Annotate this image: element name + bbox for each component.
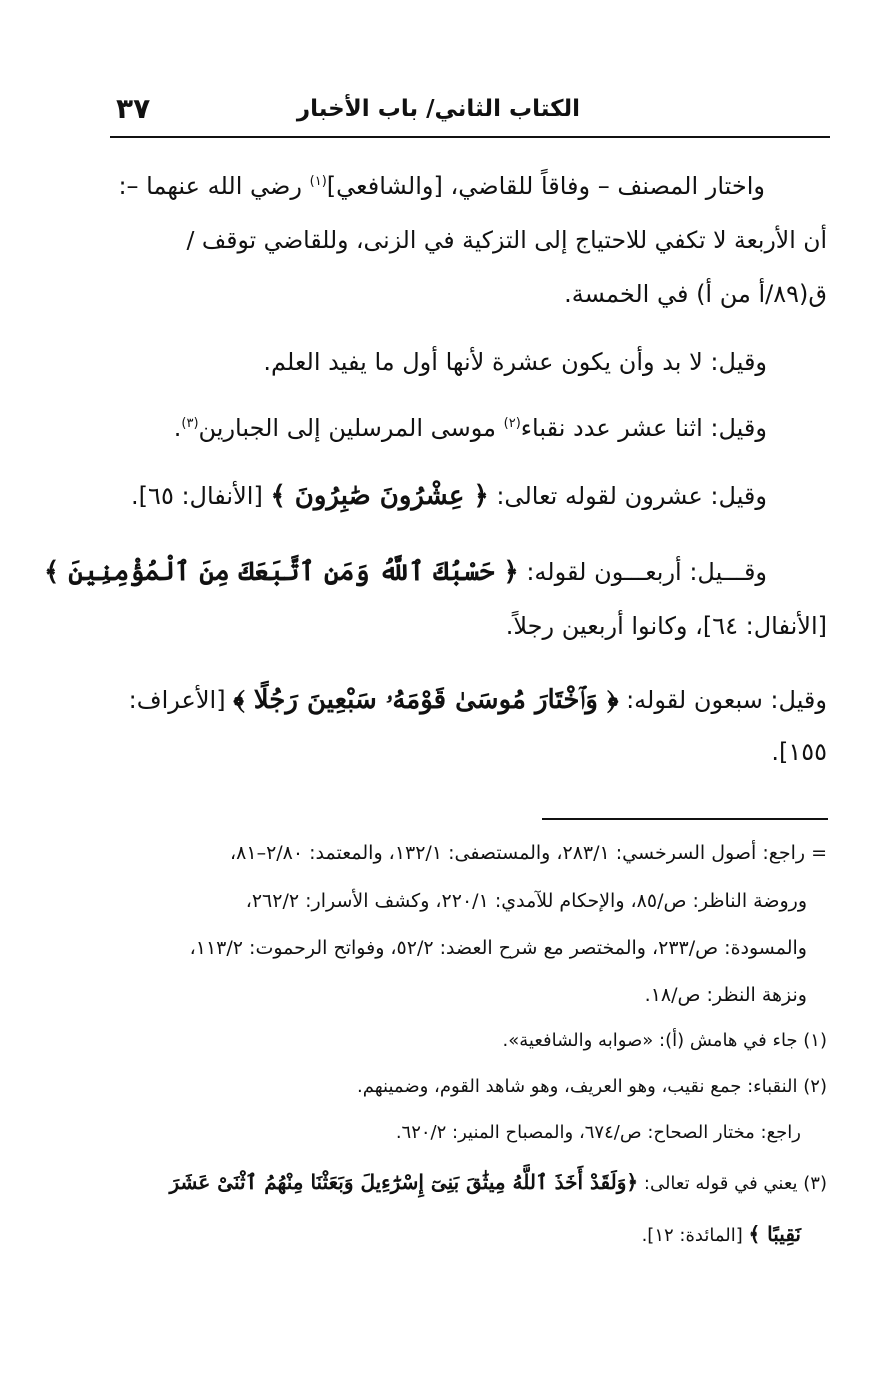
body-text-segment: وقيل: لا بد وأن يكون عشرة لأنها أول ما يفيد العلم. (263, 348, 767, 376)
footnote-text: راجع: مختار الصحاح: ص/٦٧٤، والمصباح المنير: ٦٢٠/٢. (395, 1122, 801, 1143)
body-text-segment: ١٥٥]. (771, 738, 827, 766)
footnote-text: (١) جاء في هامش (أ): «صوابه والشافعية». (502, 1030, 827, 1051)
body-line-2 (187, 210, 827, 270)
body-text-segment: [الأعراف: (128, 686, 234, 714)
quran-verse: ﴿وَلَقَدْ أَخَذَ ٱللَّهُ مِيثَٰقَ بَنِىٓ إِسْرَٰٓءِيلَ وَبَعَثْنَا مِنْهُمُ ٱثْنَىْ عَشَرَ (169, 1170, 639, 1194)
body-text-segment: وقـــيل: أربعـــون لقوله: (518, 558, 767, 586)
footnote-3-continued (642, 1222, 801, 1246)
footnote-text: والمسودة: ص/٢٣٣، والمختصر مع شرح العضد: ٥٢/٢، وفواتح الرحموت: ١١٣/٢، (189, 937, 807, 959)
footnote-3 (170, 1170, 828, 1194)
quran-verse: ﴿ عِشْرُونَ صَٰبِرُونَ ﴾ (270, 481, 489, 511)
body-text-segment: . (173, 414, 182, 442)
body-line-6 (131, 466, 767, 526)
footnote-2 (357, 1076, 827, 1097)
body-text-segment: وقيل: اثنا عشر عدد نقباء (520, 414, 767, 442)
footnote-ref-1: (١) (309, 174, 327, 189)
footnote-2-reference (396, 1122, 801, 1143)
body-line-5 (174, 398, 767, 458)
page-number: ٣٧ (116, 92, 151, 125)
footnote-1 (503, 1030, 828, 1051)
footnote-ref-3: (٣) (181, 416, 199, 431)
body-text-segment: واختار المصنف – وفاقاً للقاضي، [والشافعي] (326, 172, 765, 200)
body-text-segment: رضي الله عنهما –: (118, 172, 310, 200)
footnote-text: (٣) يعني في قوله تعالى: (638, 1173, 827, 1194)
body-line-7 (44, 542, 767, 602)
body-text-segment: موسى المرسلين إلى الجبارين (198, 414, 504, 442)
body-text-segment: ق(٨٩/أ من أ) في الخمسة. (564, 280, 827, 308)
footnote-continuation-1 (230, 842, 827, 864)
quran-verse: نَقِيبًا ﴾ (748, 1222, 801, 1246)
body-line-1 (118, 156, 765, 216)
body-text-segment: [الأنفال: ٦٥]. (131, 482, 271, 510)
body-text-segment: وقيل: سبعون لقوله: (618, 686, 827, 714)
body-line-3 (564, 264, 827, 324)
body-line-4 (263, 332, 767, 392)
footnote-text: (٢) النقباء: جمع نقيب، وهو العريف، وهو شاهد القوم، وضمينهم. (357, 1076, 827, 1097)
footnote-separator (542, 818, 828, 820)
body-line-8 (506, 596, 827, 656)
footnote-text: [المائدة: ١٢]. (641, 1225, 749, 1246)
quran-verse: ﴿ وَٱخْتَارَ مُوسَىٰ قَوْمَهُۥ سَبْعِينَ رَجُلًا ﴾ (233, 685, 619, 715)
quran-verse: ﴿ حَسْبُكَ ٱللَّهُ وَمَنِ ٱتَّبَعَكَ مِنَ ٱلْمُؤْمِنِينَ ﴾ (44, 557, 519, 587)
body-text-segment: أن الأربعة لا تكفي للاحتياج إلى التزكية في الزنى، وللقاضي توقف / (186, 226, 827, 254)
running-header (110, 92, 830, 138)
footnote-text: ونزهة النظر: ص/١٨. (644, 984, 807, 1006)
body-line-10 (771, 722, 827, 782)
chapter-title: الكتاب الثاني/ باب الأخبار (296, 96, 580, 122)
footnote-text: وروضة الناظر: ص/٨٥، والإحكام للآمدي: ٢٢٠/١، وكشف الأسرار: ٢٦٢/٢، (245, 890, 807, 912)
footnote-ref-2: (٢) (503, 416, 521, 431)
footnote-text: = راجع: أصول السرخسي: ٢٨٣/١، والمستصفى: ١٣٢/١، والمعتمد: ٢/٨٠–٨١، (230, 842, 827, 864)
body-line-9 (129, 670, 827, 730)
body-text-segment: [الأنفال: ٦٤]، وكانوا أربعين رجلاً. (505, 612, 827, 640)
footnote-continuation-2 (246, 890, 807, 912)
body-text-segment: وقيل: عشرون لقوله تعالى: (488, 482, 767, 510)
footnote-continuation-4 (645, 984, 807, 1006)
footnote-continuation-3 (190, 937, 807, 959)
